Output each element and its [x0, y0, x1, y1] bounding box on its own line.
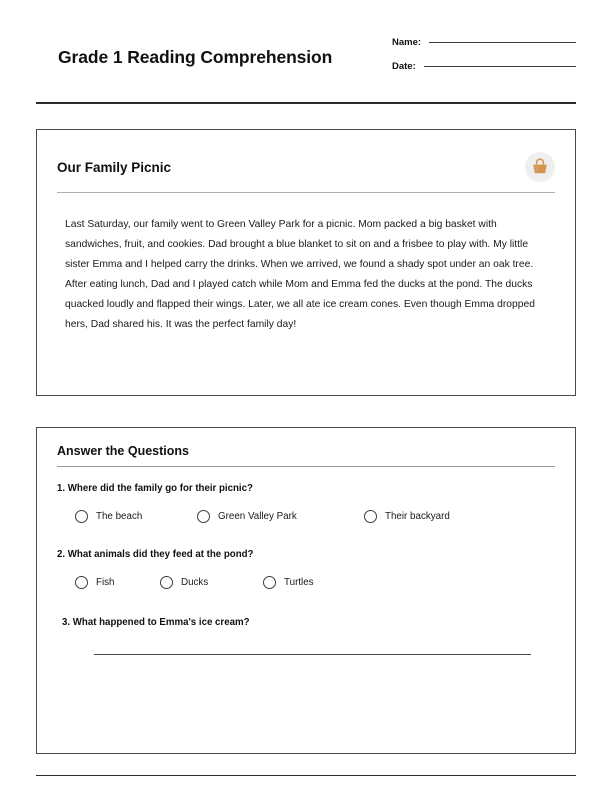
question-text: 2. What animals did they feed at the pond? [57, 549, 254, 560]
options-row [57, 494, 555, 523]
story-card [36, 129, 576, 396]
option-choice[interactable] [75, 576, 160, 589]
header-divider [36, 102, 576, 104]
story-title: Our Family Picnic [57, 159, 172, 175]
option-label: Fish [96, 577, 115, 588]
name-label: Name: [392, 36, 422, 48]
story-header [57, 148, 555, 186]
picnic-basket-icon [525, 152, 555, 182]
page-header [36, 0, 576, 92]
page-title: Grade 1 Reading Comprehension [58, 47, 333, 67]
radio-circle-icon[interactable] [75, 510, 88, 523]
question-spacer [57, 523, 555, 549]
date-field-row [392, 54, 576, 78]
footer-divider [36, 775, 576, 776]
option-label: Ducks [181, 577, 209, 588]
option-label: Their backyard [385, 511, 450, 522]
date-label: Date: [392, 60, 416, 72]
radio-circle-icon[interactable] [75, 576, 88, 589]
options-row [57, 560, 555, 589]
option-choice[interactable] [197, 510, 364, 523]
name-field-row [392, 30, 576, 54]
option-label: Turtles [284, 577, 314, 588]
option-choice[interactable] [364, 510, 450, 523]
answer-write-line[interactable] [94, 654, 531, 655]
option-choice[interactable] [263, 576, 314, 589]
radio-circle-icon[interactable] [364, 510, 377, 523]
question-spacer [57, 589, 555, 617]
option-choice[interactable] [160, 576, 263, 589]
question-item [57, 483, 555, 523]
question-text: 1. Where did the family go for their picnic? [57, 483, 253, 494]
radio-circle-icon[interactable] [160, 576, 173, 589]
question-text: 3. What happened to Emma's ice cream? [62, 617, 250, 628]
option-choice[interactable] [75, 510, 197, 523]
option-label: Green Valley Park [218, 511, 297, 522]
question-item [57, 617, 555, 655]
name-write-line[interactable] [429, 42, 576, 43]
questions-list [57, 467, 555, 655]
question-item [57, 549, 555, 589]
radio-circle-icon[interactable] [263, 576, 276, 589]
date-write-line[interactable] [424, 66, 576, 67]
option-label: The beach [96, 511, 143, 522]
name-date-block [392, 30, 576, 78]
questions-card [36, 427, 576, 754]
questions-section-title: Answer the Questions [57, 444, 189, 458]
radio-circle-icon[interactable] [197, 510, 210, 523]
story-passage: Last Saturday, our family went to Green Valley Park for a picnic. Mom packed a big basket with sandwiches, fruit, and cookies. Dad brought a blue blanket to sit on and a frisbee to play with. My little sister Emma and I helped carry the drinks. When we arrived, we found a shady spot under an oak tree. After eating lunch, Dad and I played catch while Mom and Emma fed the ducks at the pond. The ducks quacked loudly and flapped their wings. Later, we all ate ice cream cones. Even though Emma dropped hers, Dad shared his. It was the perfect family day! [65, 219, 535, 330]
